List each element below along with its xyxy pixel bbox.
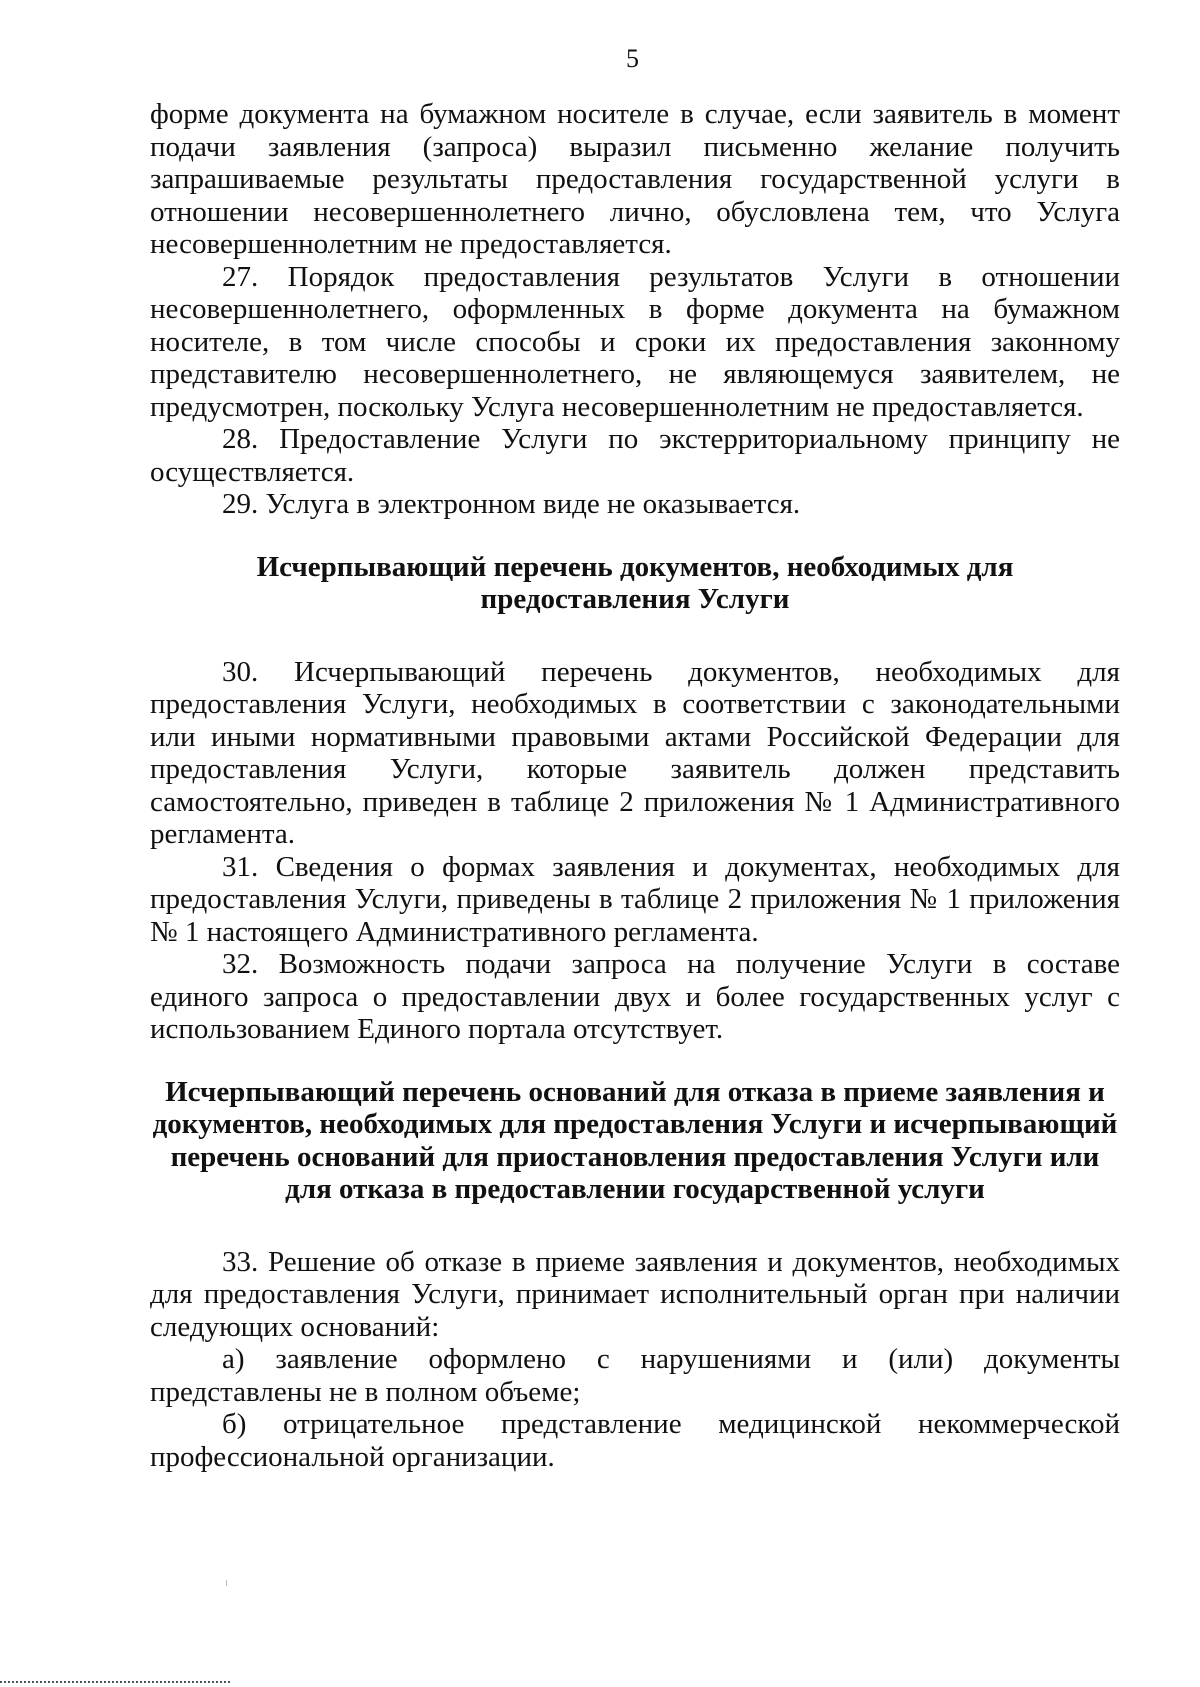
paragraph-29: 29. Услуга в электронном виде не оказывается. [222, 488, 801, 520]
section-heading-refusal-grounds: Исчерпывающий перечень оснований для отказа в приеме заявления и документов, необходимых для предоставления Услуги и исчерпывающий перечень оснований для приостановления предоставления Услуги или для отказа в предоставлении государственной услуги [152, 1075, 1118, 1205]
paragraph-33: 33. Решение об отказе в приеме заявления и документов, необходимых для предоставления Услуги, принимает исполнительный орган при наличии следующих оснований: [150, 1245, 1120, 1343]
paragraph-27: 27. Порядок предоставления результатов Услуги в отношении несовершеннолетнего, оформленных в форме документа на бумажном носителе, в том числе способы и сроки их предоставления законному представителю несовершеннолетнего, не являющемуся заявителем, не предусмотрен, поскольку Услуга несовершеннолетним не предоставляется. [150, 260, 1120, 423]
paragraph-continuation: форме документа на бумажном носителе в случае, если заявитель в момент подачи заявления (запроса) выразил письменно желание получить запрашиваемые результаты предоставления государственной услуги в отношении несовершеннолетнего лично, обусловлена тем, что Услуга несовершеннолетним не предоставляется. [150, 98, 1120, 260]
spacer [150, 616, 1120, 656]
paragraph-30: 30. Исчерпывающий перечень документов, необходимых для предоставления Услуги, необходимых в соответствии с законодательными или иными нормативными правовыми актами Российской Федерации для предоставления Услуги, которые заявитель должен представить самостоятельно, приведен в таблице 2 приложения № 1 Административного регламента. [150, 655, 1120, 850]
document-body [150, 98, 1120, 1473]
footer-rule [0, 1681, 230, 1683]
paragraph-32: 32. Возможность подачи запроса на получение Услуги в составе единого запроса о предоставлении двух и более государственных услуг с использованием Единого портала отсутствует. [150, 948, 1120, 1045]
page-number: 5 [626, 44, 639, 73]
scan-mark [226, 1580, 227, 1586]
spacer [150, 1206, 1120, 1246]
spacer [150, 521, 1120, 551]
list-item-a: а) заявление оформлено с нарушениями и (или) документы представлены не в полном объеме; [150, 1343, 1120, 1408]
section-heading-documents: Исчерпывающий перечень документов, необходимых для предоставления Услуги [256, 550, 1014, 615]
paragraph-28: 28. Предоставление Услуги по экстерриториальному принципу не осуществляется. [150, 423, 1120, 488]
spacer [150, 1046, 1120, 1076]
list-item-b: б) отрицательное представление медицинской некоммерческой профессиональной организации. [150, 1408, 1120, 1473]
paragraph-31: 31. Сведения о формах заявления и документах, необходимых для предоставления Услуги, приведены в таблице 2 приложения № 1 приложения № 1 настоящего Административного регламента. [150, 850, 1120, 948]
